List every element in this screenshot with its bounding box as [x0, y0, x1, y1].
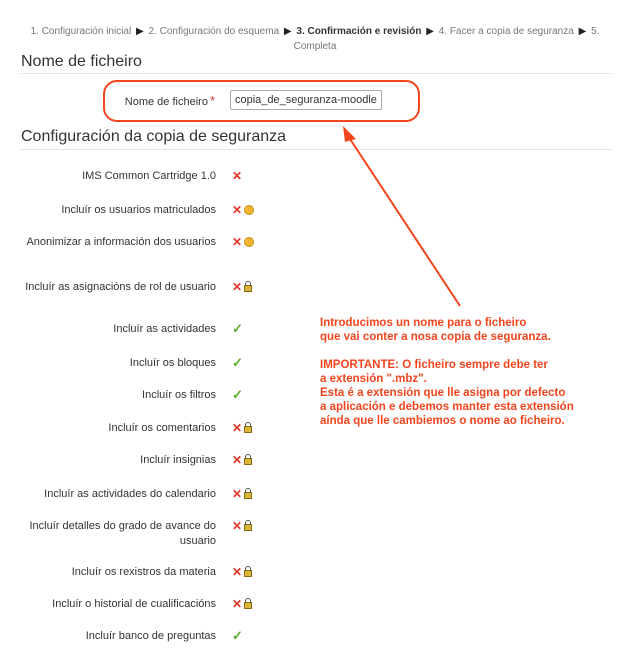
step-separator-icon: ▶	[426, 26, 434, 37]
annotation-line: Esta é a extensión que lle asigna por defecto	[320, 387, 566, 399]
required-icon: *	[209, 93, 215, 108]
filename-section-title: Nome de ficheiro	[21, 53, 142, 70]
step-1: 1. Configuración inicial	[30, 26, 132, 37]
step-separator-icon: ▶	[283, 26, 292, 37]
setting-label: Incluír os filtros	[142, 389, 216, 401]
check-icon: ✓	[232, 355, 243, 370]
setting-label: Incluír insignias	[140, 454, 216, 466]
settings-section-title: Configuración da copia de seguranza	[21, 128, 287, 145]
cross-icon: ✕	[232, 597, 243, 611]
setting-label: Anonimizar a información dos usuarios	[26, 236, 216, 248]
step-separator-icon: ▶	[578, 26, 587, 37]
setting-label: Incluír as actividades	[113, 323, 216, 335]
annotation-note	[320, 316, 620, 428]
check-icon: ✓	[232, 321, 243, 336]
setting-label: Incluír o historial de cualificacións	[52, 598, 216, 610]
annotation-line: que vai conter a nosa copia de seguranza.	[320, 331, 551, 343]
annotation-line: Introducimos un nome para o ficheiro	[320, 317, 527, 329]
setting-label: Incluír as asignacións de rol de usuario	[25, 281, 216, 293]
cross-icon: ✕	[232, 519, 243, 533]
setting-label: Incluír os usuarios matriculados	[61, 204, 216, 216]
setting-label: Incluír os comentarios	[108, 422, 216, 434]
step-4: 4. Facer a copia de seguranza	[438, 26, 574, 37]
annotation-para-1	[320, 316, 620, 344]
annotation-para-2	[320, 358, 620, 428]
cross-icon: ✕	[232, 421, 243, 435]
filename-label-text: Nome de ficheiro	[124, 96, 208, 108]
cross-icon: ✕	[232, 235, 243, 249]
setting-label: Incluír as actividades do calendario	[44, 488, 216, 500]
setting-label: Incluír banco de preguntas	[85, 630, 216, 642]
check-icon: ✓	[232, 628, 243, 643]
cross-icon: ✕	[232, 203, 243, 217]
cross-icon: ✕	[232, 280, 243, 294]
setting-label: IMS Common Cartridge 1.0	[82, 170, 216, 182]
step-2: 2. Configuración do esquema	[148, 26, 280, 37]
annotation-line: IMPORTANTE: O ficheiro sempre debe ter	[320, 359, 548, 371]
setting-label: Incluír os bloques	[129, 357, 216, 369]
arrow-head-icon	[343, 126, 356, 142]
step-separator-icon: ▶	[136, 26, 144, 37]
setting-label: Incluír detalles do grado de avance do usuario	[29, 520, 216, 547]
cross-icon: ✕	[232, 487, 243, 501]
annotation-line: aínda que lle cambiemos o nome ao ficheiro.	[320, 415, 565, 427]
step-3-current: 3. Confirmación e revisión	[296, 26, 422, 37]
check-icon: ✓	[232, 387, 243, 402]
annotation-line: a aplicación e debemos manter esta extensión	[320, 401, 574, 413]
cross-icon: ✕	[232, 169, 243, 183]
cross-icon: ✕	[232, 453, 243, 467]
annotation-line: a extensión ".mbz".	[320, 373, 427, 385]
cross-icon: ✕	[232, 565, 243, 579]
step-5: 5. Completa	[293, 26, 600, 52]
setting-label: Incluír os rexistros da materia	[71, 566, 216, 578]
